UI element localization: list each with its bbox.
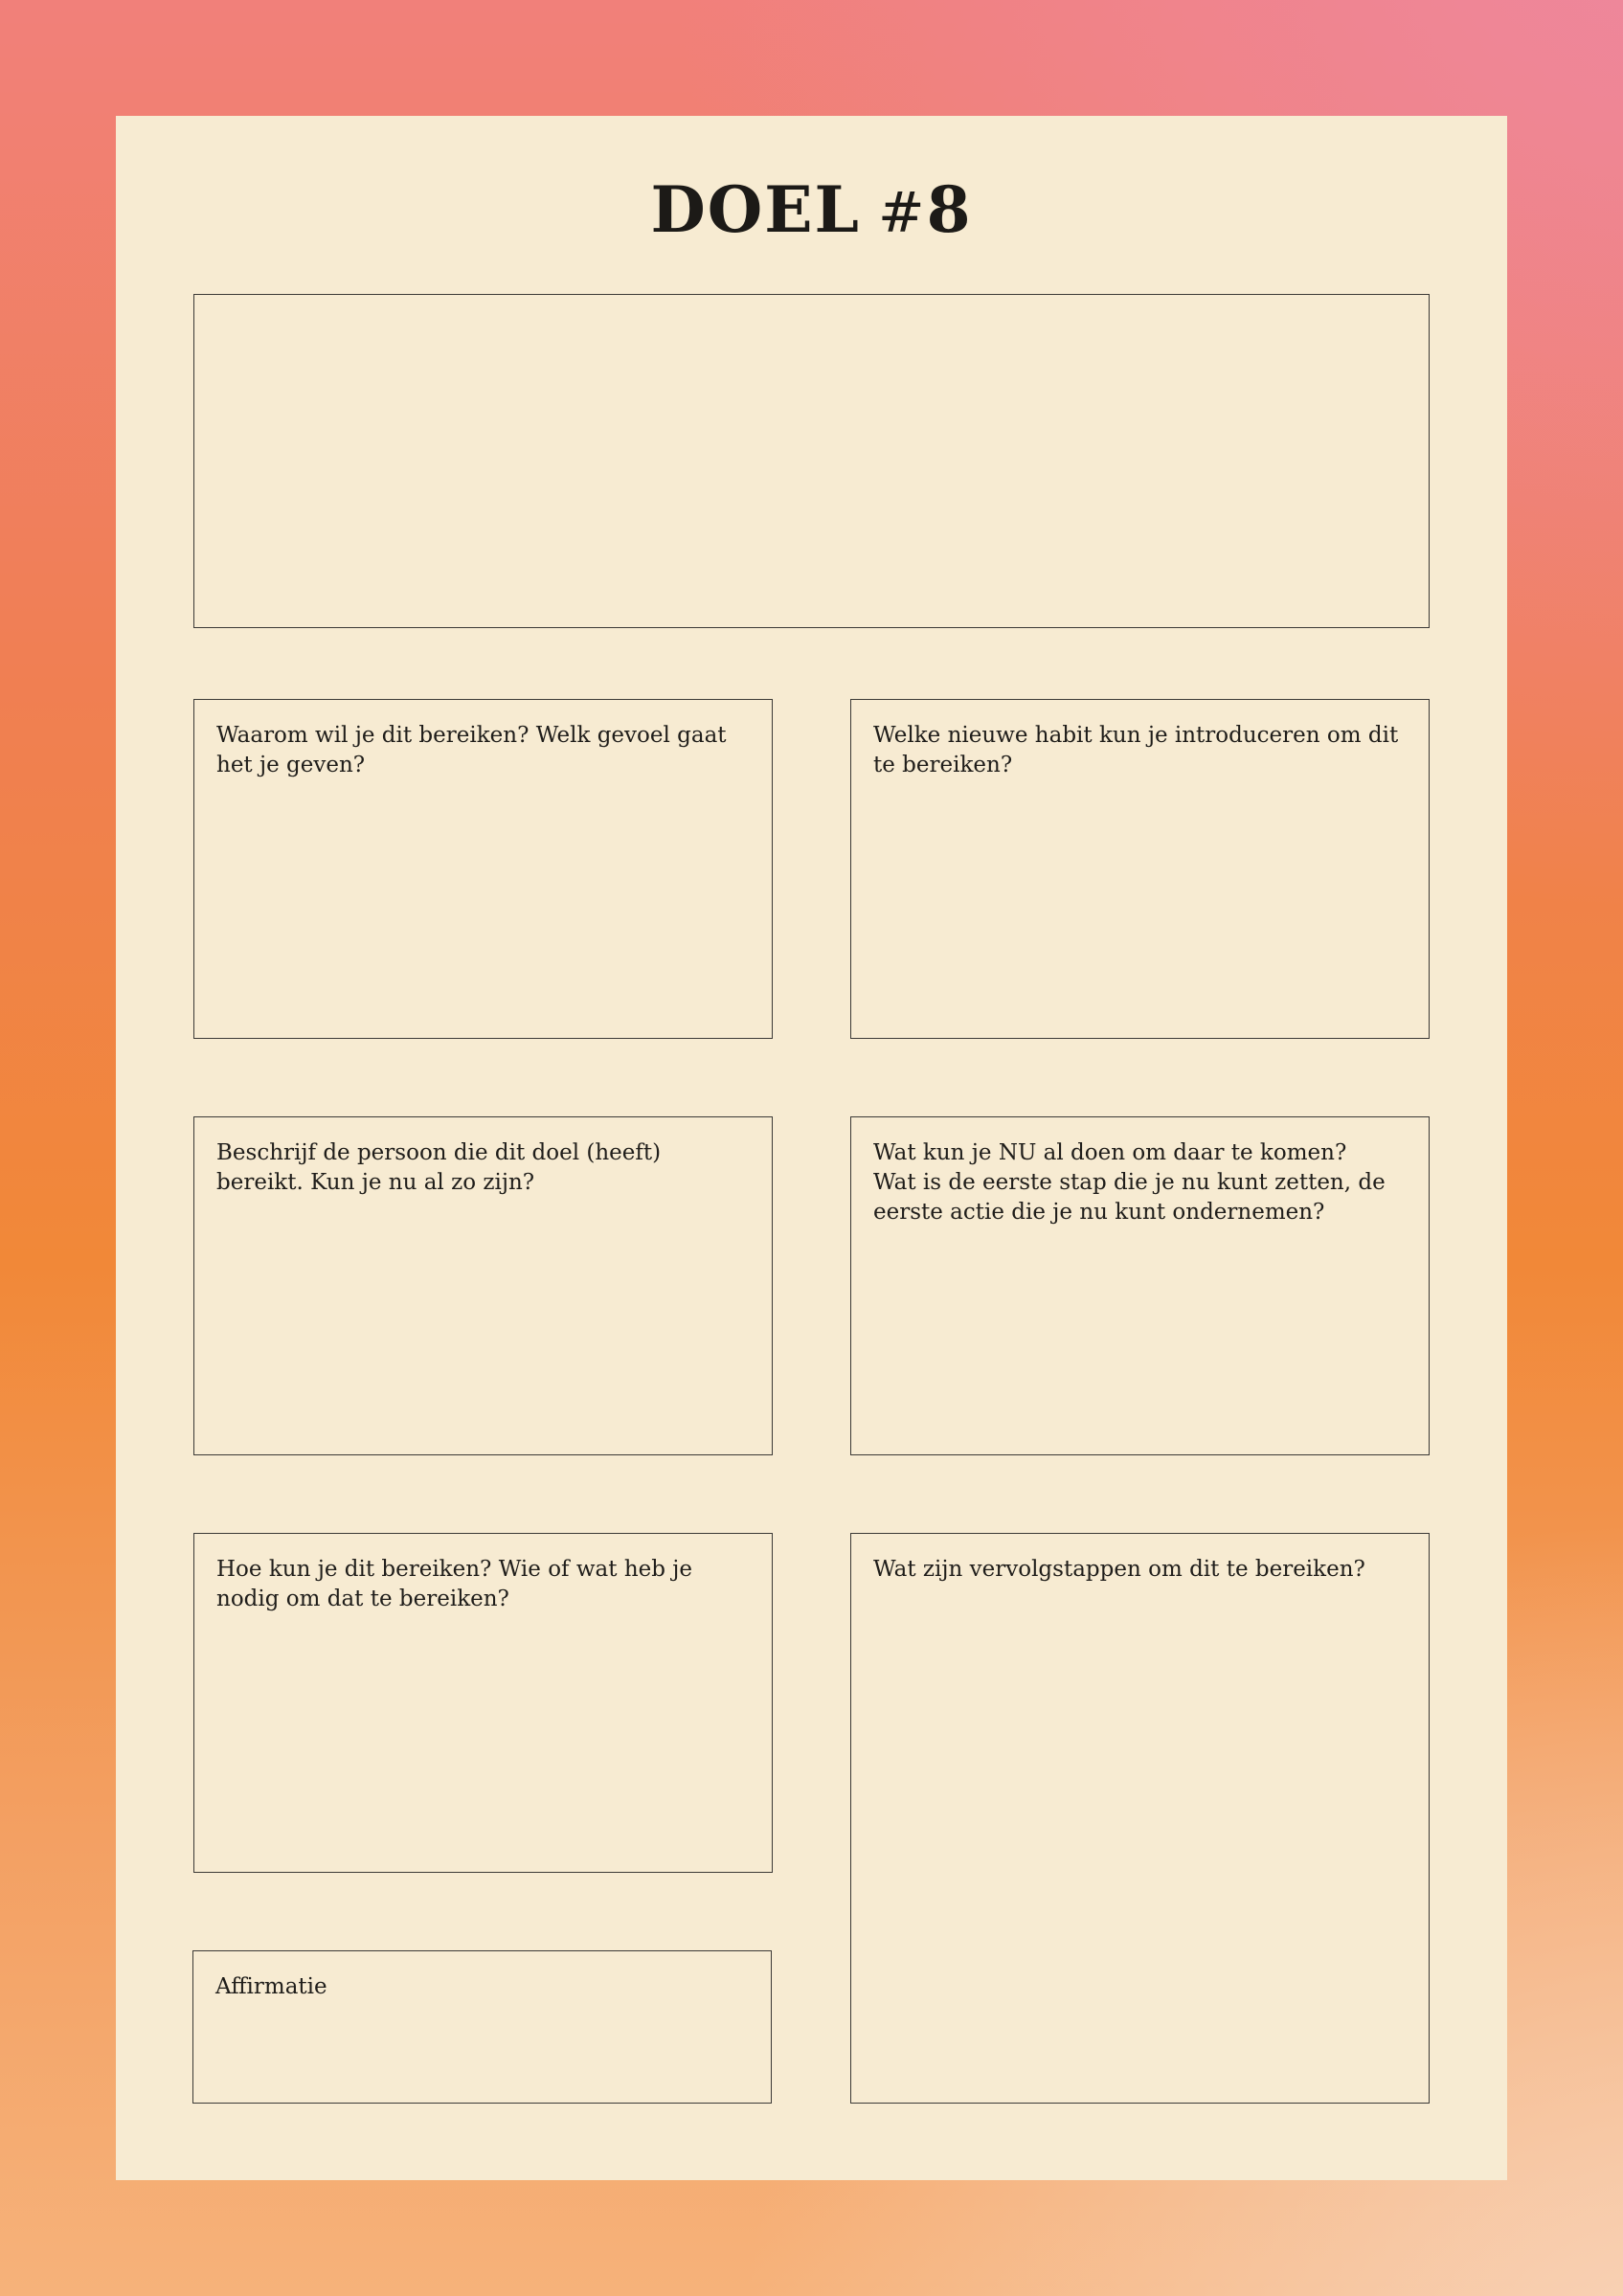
goal-box[interactable] (193, 294, 1430, 628)
next-steps-box[interactable] (850, 1533, 1430, 2104)
now-prompt (873, 1138, 1409, 1227)
page-title (0, 172, 1623, 247)
why-box[interactable] (193, 699, 773, 1039)
title-word: DOEL (650, 172, 861, 247)
now-prompt-line-1: Wat kun je NU al doen om daar te komen? (873, 1140, 1347, 1165)
title-number: 8 (926, 172, 973, 247)
now-prompt-line-2: Wat is de eerste stap die je nu kunt zetten, de eerste actie die je nu kunt ondernemen? (873, 1170, 1386, 1225)
now-box[interactable] (850, 1116, 1430, 1455)
affirmation-prompt: Affirmatie (215, 1974, 327, 1999)
next-steps-prompt: Wat zijn vervolgstappen om dit te bereiken? (873, 1557, 1365, 1582)
why-prompt: Waarom wil je dit bereiken? Welk gevoel gaat het je geven? (216, 723, 727, 777)
habit-prompt: Welke nieuwe habit kun je introduceren om dit te bereiken? (873, 723, 1399, 777)
affirmation-box[interactable] (192, 1950, 772, 2104)
how-box[interactable] (193, 1533, 773, 1873)
how-prompt: Hoe kun je dit bereiken? Wie of wat heb je nodig om dat te bereiken? (216, 1557, 693, 1611)
person-box[interactable] (193, 1116, 773, 1455)
habit-box[interactable] (850, 699, 1430, 1039)
person-prompt: Beschrijf de persoon die dit doel (heeft) bereikt. Kun je nu al zo zijn? (216, 1140, 662, 1195)
title-hash: # (877, 180, 927, 245)
